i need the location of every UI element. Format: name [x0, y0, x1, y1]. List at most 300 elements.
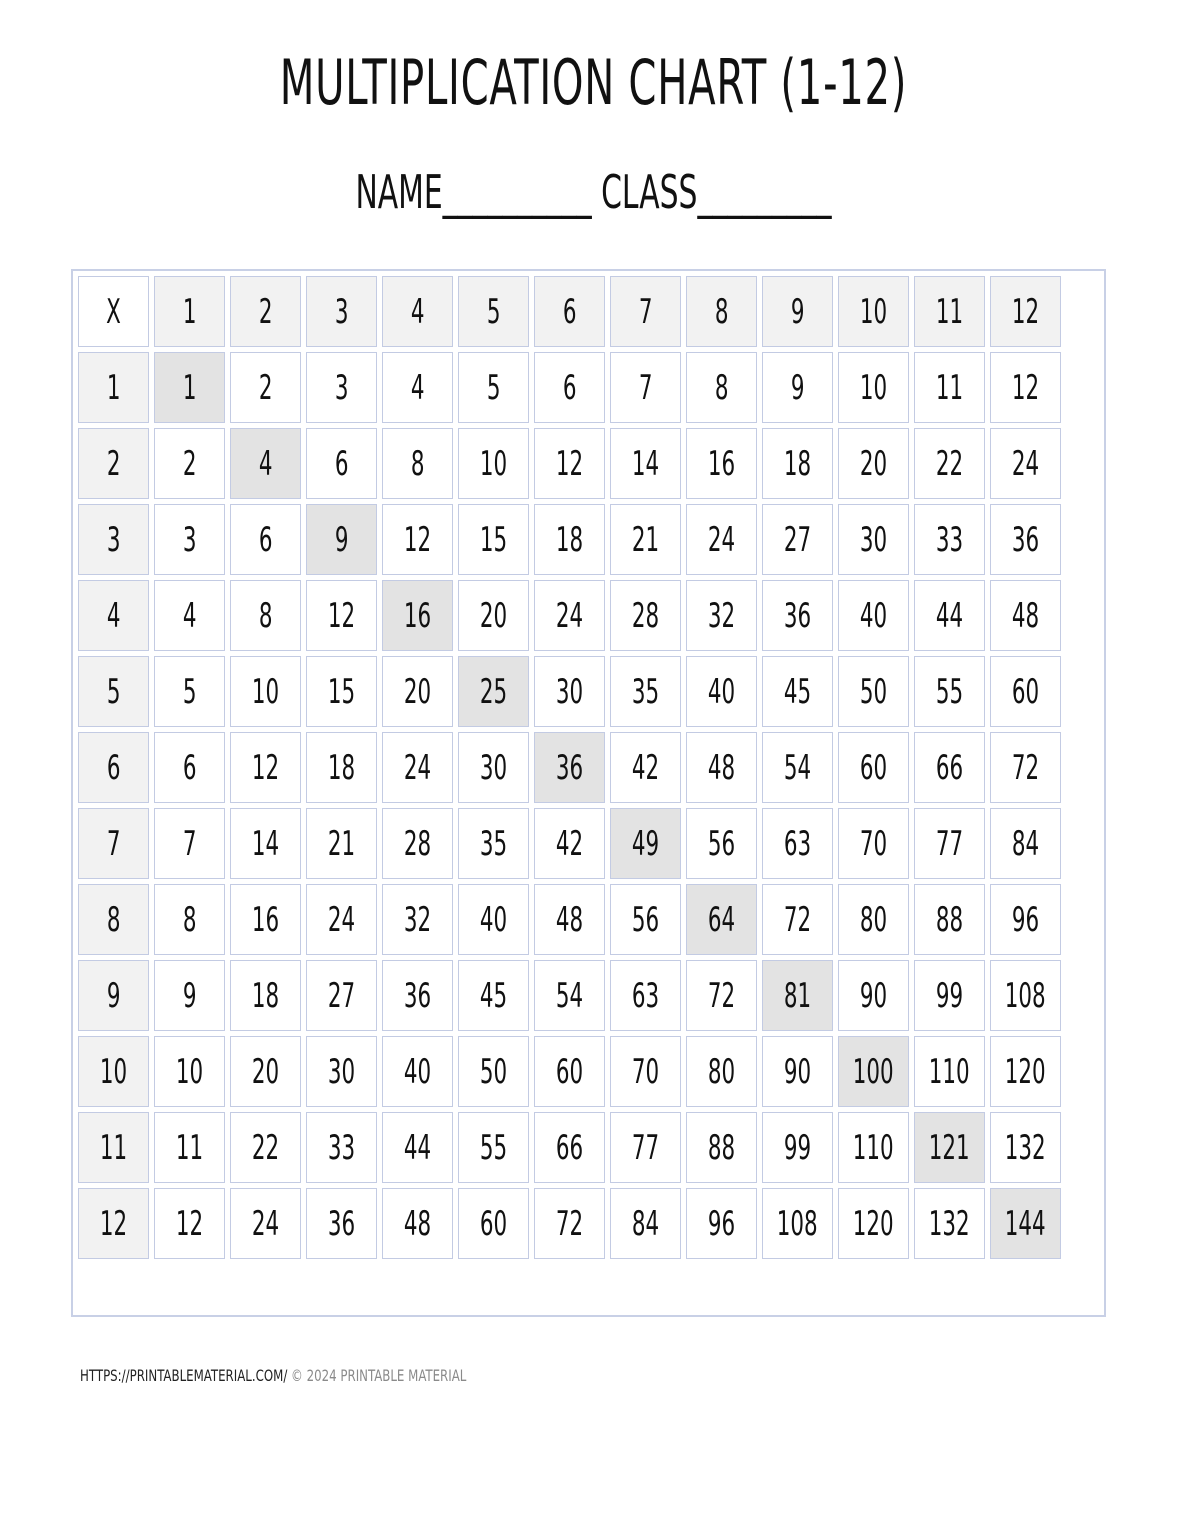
product-value: 30: [555, 671, 584, 712]
product-value: 33: [327, 1127, 356, 1168]
product-value: 80: [859, 899, 888, 940]
product-cell: [686, 1188, 757, 1259]
product-cell: [306, 960, 377, 1031]
product-value: 24: [555, 595, 584, 636]
corner-label: X: [106, 291, 121, 332]
product-cell: [230, 884, 301, 955]
product-value: 50: [859, 671, 888, 712]
product-cell: [534, 656, 605, 727]
column-header-label: 10: [859, 291, 888, 332]
product-value: 80: [707, 1051, 736, 1092]
product-value: 42: [631, 747, 660, 788]
product-value: 56: [707, 823, 736, 864]
product-cell: [610, 1036, 681, 1107]
product-value: 33: [935, 519, 964, 560]
header-row: [78, 276, 1061, 347]
product-value: 48: [403, 1203, 432, 1244]
product-cell: [306, 808, 377, 879]
column-header-cell: [762, 276, 833, 347]
product-cell: [458, 504, 529, 575]
product-value: 36: [555, 747, 584, 788]
row-header-cell: [78, 580, 149, 651]
product-value: 66: [555, 1127, 584, 1168]
product-value: 40: [859, 595, 888, 636]
column-header-cell: [914, 276, 985, 347]
product-value: 48: [555, 899, 584, 940]
product-value: 16: [251, 899, 280, 940]
product-value: 120: [1005, 1051, 1046, 1092]
product-value: 20: [403, 671, 432, 712]
product-value: 9: [790, 367, 805, 408]
product-value: 56: [631, 899, 660, 940]
product-cell: [230, 504, 301, 575]
product-cell: [610, 580, 681, 651]
product-cell: [762, 884, 833, 955]
column-header-cell: [534, 276, 605, 347]
row-header-cell: [78, 1188, 149, 1259]
product-cell: [154, 428, 225, 499]
product-cell: [230, 960, 301, 1031]
product-value: 9: [182, 975, 197, 1016]
column-header-cell: [382, 276, 453, 347]
product-value: 48: [1011, 595, 1040, 636]
product-value: 12: [403, 519, 432, 560]
row-header-cell: [78, 1036, 149, 1107]
product-value: 45: [783, 671, 812, 712]
product-cell: [838, 1188, 909, 1259]
product-value: 6: [182, 747, 197, 788]
product-value: 8: [258, 595, 273, 636]
column-header-label: 1: [182, 291, 197, 332]
diagonal-product-cell: [458, 656, 529, 727]
product-cell: [610, 504, 681, 575]
product-cell: [838, 884, 909, 955]
product-value: 36: [403, 975, 432, 1016]
product-value: 84: [1011, 823, 1040, 864]
product-value: 88: [935, 899, 964, 940]
product-cell: [610, 352, 681, 423]
product-value: 36: [1011, 519, 1040, 560]
product-cell: [914, 884, 985, 955]
column-header-cell: [154, 276, 225, 347]
product-cell: [686, 1036, 757, 1107]
product-cell: [534, 428, 605, 499]
product-value: 2: [182, 443, 197, 484]
product-cell: [230, 580, 301, 651]
column-header-cell: [838, 276, 909, 347]
product-value: 9: [334, 519, 349, 560]
product-value: 6: [258, 519, 273, 560]
product-cell: [154, 1112, 225, 1183]
product-value: 121: [929, 1127, 970, 1168]
product-cell: [154, 960, 225, 1031]
row-header-cell: [78, 808, 149, 879]
product-value: 60: [479, 1203, 508, 1244]
row-header-label: 9: [106, 975, 121, 1016]
product-cell: [230, 808, 301, 879]
diagonal-product-cell: [838, 1036, 909, 1107]
product-value: 49: [631, 823, 660, 864]
product-value: 88: [707, 1127, 736, 1168]
row-header-cell: [78, 1112, 149, 1183]
product-value: 8: [714, 367, 729, 408]
row-header-label: 4: [106, 595, 121, 636]
product-value: 66: [935, 747, 964, 788]
product-cell: [686, 428, 757, 499]
row-header-label: 11: [99, 1127, 128, 1168]
product-value: 16: [707, 443, 736, 484]
product-cell: [306, 732, 377, 803]
product-value: 30: [327, 1051, 356, 1092]
product-cell: [914, 580, 985, 651]
product-value: 120: [853, 1203, 894, 1244]
row-header-label: 5: [106, 671, 121, 712]
product-value: 4: [182, 595, 197, 636]
product-value: 24: [327, 899, 356, 940]
product-cell: [534, 884, 605, 955]
product-cell: [686, 656, 757, 727]
product-value: 72: [1011, 747, 1040, 788]
column-header-label: 3: [334, 291, 349, 332]
product-value: 28: [403, 823, 432, 864]
product-cell: [458, 580, 529, 651]
product-cell: [382, 656, 453, 727]
column-header-label: 12: [1011, 291, 1040, 332]
product-value: 18: [251, 975, 280, 1016]
product-value: 21: [327, 823, 356, 864]
table-row: [78, 1112, 1061, 1183]
product-cell: [914, 808, 985, 879]
product-value: 40: [479, 899, 508, 940]
product-value: 8: [182, 899, 197, 940]
product-cell: [686, 580, 757, 651]
product-value: 36: [327, 1203, 356, 1244]
product-cell: [838, 808, 909, 879]
product-cell: [458, 1112, 529, 1183]
footer-copyright: © 2024 PRINTABLE MATERIAL: [291, 1366, 467, 1385]
product-cell: [382, 732, 453, 803]
product-value: 60: [555, 1051, 584, 1092]
product-cell: [762, 428, 833, 499]
row-header-cell: [78, 960, 149, 1031]
row-header-cell: [78, 504, 149, 575]
product-value: 100: [853, 1051, 894, 1092]
product-value: 55: [935, 671, 964, 712]
column-header-label: 5: [486, 291, 501, 332]
product-cell: [686, 352, 757, 423]
product-value: 4: [258, 443, 273, 484]
product-value: 18: [327, 747, 356, 788]
product-cell: [382, 504, 453, 575]
page-title: MULTIPLICATION CHART (1-12): [279, 46, 908, 119]
name-class-line: [166, 164, 1021, 220]
row-header-label: 8: [106, 899, 121, 940]
product-value: 63: [631, 975, 660, 1016]
product-value: 12: [555, 443, 584, 484]
product-value: 6: [562, 367, 577, 408]
product-cell: [838, 1112, 909, 1183]
diagonal-product-cell: [610, 808, 681, 879]
product-value: 50: [479, 1051, 508, 1092]
product-value: 8: [410, 443, 425, 484]
product-cell: [838, 960, 909, 1031]
product-cell: [382, 1188, 453, 1259]
product-cell: [914, 428, 985, 499]
product-value: 24: [707, 519, 736, 560]
product-cell: [838, 580, 909, 651]
product-cell: [762, 808, 833, 879]
product-cell: [838, 428, 909, 499]
product-value: 6: [334, 443, 349, 484]
product-value: 24: [251, 1203, 280, 1244]
product-value: 132: [929, 1203, 970, 1244]
product-value: 63: [783, 823, 812, 864]
product-cell: [838, 732, 909, 803]
product-cell: [534, 808, 605, 879]
product-value: 20: [859, 443, 888, 484]
product-value: 5: [486, 367, 501, 408]
product-value: 132: [1005, 1127, 1046, 1168]
column-header-cell: [306, 276, 377, 347]
product-cell: [990, 884, 1061, 955]
product-cell: [914, 352, 985, 423]
product-value: 90: [783, 1051, 812, 1092]
product-cell: [990, 580, 1061, 651]
column-header-label: 4: [410, 291, 425, 332]
product-cell: [762, 1112, 833, 1183]
product-value: 108: [1005, 975, 1046, 1016]
product-value: 70: [631, 1051, 660, 1092]
product-cell: [762, 580, 833, 651]
product-value: 16: [403, 595, 432, 636]
column-header-label: 8: [714, 291, 729, 332]
product-value: 72: [707, 975, 736, 1016]
product-cell: [914, 960, 985, 1031]
product-cell: [762, 352, 833, 423]
product-value: 11: [175, 1127, 204, 1168]
product-cell: [230, 1112, 301, 1183]
product-cell: [762, 1036, 833, 1107]
product-value: 22: [251, 1127, 280, 1168]
product-value: 36: [783, 595, 812, 636]
product-value: 99: [783, 1127, 812, 1168]
product-cell: [610, 1112, 681, 1183]
product-value: 81: [783, 975, 812, 1016]
product-value: 60: [1011, 671, 1040, 712]
product-value: 3: [334, 367, 349, 408]
product-cell: [154, 504, 225, 575]
product-value: 22: [935, 443, 964, 484]
product-value: 45: [479, 975, 508, 1016]
product-cell: [610, 960, 681, 1031]
product-value: 18: [555, 519, 584, 560]
product-value: 12: [251, 747, 280, 788]
row-header-cell: [78, 352, 149, 423]
product-value: 70: [859, 823, 888, 864]
product-value: 12: [327, 595, 356, 636]
table-row: [78, 656, 1061, 727]
product-cell: [458, 808, 529, 879]
product-cell: [838, 352, 909, 423]
column-header-label: 9: [790, 291, 805, 332]
product-cell: [306, 1036, 377, 1107]
product-value: 27: [327, 975, 356, 1016]
product-cell: [534, 352, 605, 423]
product-cell: [154, 1036, 225, 1107]
column-header-cell: [458, 276, 529, 347]
diagonal-product-cell: [914, 1112, 985, 1183]
column-header-label: 2: [258, 291, 273, 332]
product-cell: [382, 1112, 453, 1183]
diagonal-product-cell: [534, 732, 605, 803]
column-header-label: 6: [562, 291, 577, 332]
product-cell: [990, 808, 1061, 879]
table-row: [78, 1188, 1061, 1259]
product-value: 20: [479, 595, 508, 636]
product-value: 7: [182, 823, 197, 864]
diagonal-product-cell: [306, 504, 377, 575]
row-header-label: 7: [106, 823, 121, 864]
product-value: 1: [182, 367, 197, 408]
product-value: 15: [327, 671, 356, 712]
product-cell: [838, 504, 909, 575]
product-cell: [230, 1188, 301, 1259]
product-cell: [534, 1188, 605, 1259]
product-cell: [382, 960, 453, 1031]
row-header-label: 1: [106, 367, 121, 408]
product-cell: [154, 1188, 225, 1259]
row-header-cell: [78, 732, 149, 803]
product-value: 14: [631, 443, 660, 484]
product-cell: [990, 732, 1061, 803]
product-value: 77: [935, 823, 964, 864]
product-value: 10: [479, 443, 508, 484]
diagonal-product-cell: [154, 352, 225, 423]
table-row: [78, 580, 1061, 651]
product-cell: [990, 352, 1061, 423]
product-cell: [458, 1036, 529, 1107]
product-value: 32: [403, 899, 432, 940]
product-cell: [382, 1036, 453, 1107]
product-cell: [382, 884, 453, 955]
row-header-label: 6: [106, 747, 121, 788]
product-cell: [762, 1188, 833, 1259]
product-cell: [990, 1112, 1061, 1183]
product-cell: [306, 352, 377, 423]
product-cell: [458, 428, 529, 499]
product-cell: [686, 808, 757, 879]
product-value: 40: [403, 1051, 432, 1092]
footer-url: HTTPS://PRINTABLEMATERIAL.COM/: [80, 1366, 288, 1385]
product-cell: [458, 352, 529, 423]
product-cell: [914, 1188, 985, 1259]
product-cell: [610, 428, 681, 499]
product-value: 54: [783, 747, 812, 788]
product-value: 32: [707, 595, 736, 636]
product-value: 4: [410, 367, 425, 408]
product-value: 72: [783, 899, 812, 940]
row-header-cell: [78, 656, 149, 727]
product-cell: [914, 504, 985, 575]
row-header-cell: [78, 884, 149, 955]
product-cell: [458, 732, 529, 803]
product-value: 108: [777, 1203, 818, 1244]
table-row: [78, 352, 1061, 423]
product-cell: [458, 884, 529, 955]
product-cell: [154, 656, 225, 727]
name-field-label: NAME__________: [355, 165, 592, 219]
column-header-cell: [990, 276, 1061, 347]
product-value: 28: [631, 595, 660, 636]
product-value: 20: [251, 1051, 280, 1092]
diagonal-product-cell: [762, 960, 833, 1031]
product-value: 144: [1005, 1203, 1046, 1244]
product-value: 35: [479, 823, 508, 864]
product-cell: [154, 808, 225, 879]
product-cell: [914, 732, 985, 803]
product-cell: [306, 884, 377, 955]
product-value: 110: [929, 1051, 970, 1092]
product-value: 12: [175, 1203, 204, 1244]
product-cell: [762, 504, 833, 575]
product-cell: [762, 656, 833, 727]
product-value: 30: [479, 747, 508, 788]
product-value: 90: [859, 975, 888, 1016]
product-cell: [306, 656, 377, 727]
product-value: 54: [555, 975, 584, 1016]
product-value: 55: [479, 1127, 508, 1168]
product-cell: [230, 1036, 301, 1107]
product-cell: [610, 732, 681, 803]
product-cell: [610, 656, 681, 727]
product-cell: [534, 1112, 605, 1183]
product-cell: [990, 960, 1061, 1031]
product-value: 84: [631, 1203, 660, 1244]
product-value: 40: [707, 671, 736, 712]
product-cell: [154, 580, 225, 651]
product-cell: [838, 656, 909, 727]
table-row: [78, 428, 1061, 499]
product-value: 27: [783, 519, 812, 560]
product-cell: [534, 504, 605, 575]
row-header-label: 2: [106, 443, 121, 484]
product-cell: [230, 352, 301, 423]
product-value: 44: [403, 1127, 432, 1168]
column-header-cell: [686, 276, 757, 347]
product-value: 77: [631, 1127, 660, 1168]
row-header-label: 12: [99, 1203, 128, 1244]
product-cell: [154, 732, 225, 803]
product-value: 2: [258, 367, 273, 408]
product-value: 60: [859, 747, 888, 788]
product-cell: [306, 580, 377, 651]
product-cell: [990, 1036, 1061, 1107]
product-cell: [154, 884, 225, 955]
product-cell: [990, 428, 1061, 499]
product-value: 5: [182, 671, 197, 712]
product-cell: [230, 732, 301, 803]
footer: [80, 1366, 466, 1385]
product-cell: [990, 504, 1061, 575]
product-value: 10: [859, 367, 888, 408]
product-value: 96: [707, 1203, 736, 1244]
product-cell: [534, 580, 605, 651]
product-value: 48: [707, 747, 736, 788]
product-value: 44: [935, 595, 964, 636]
product-cell: [230, 656, 301, 727]
product-value: 24: [403, 747, 432, 788]
diagonal-product-cell: [686, 884, 757, 955]
